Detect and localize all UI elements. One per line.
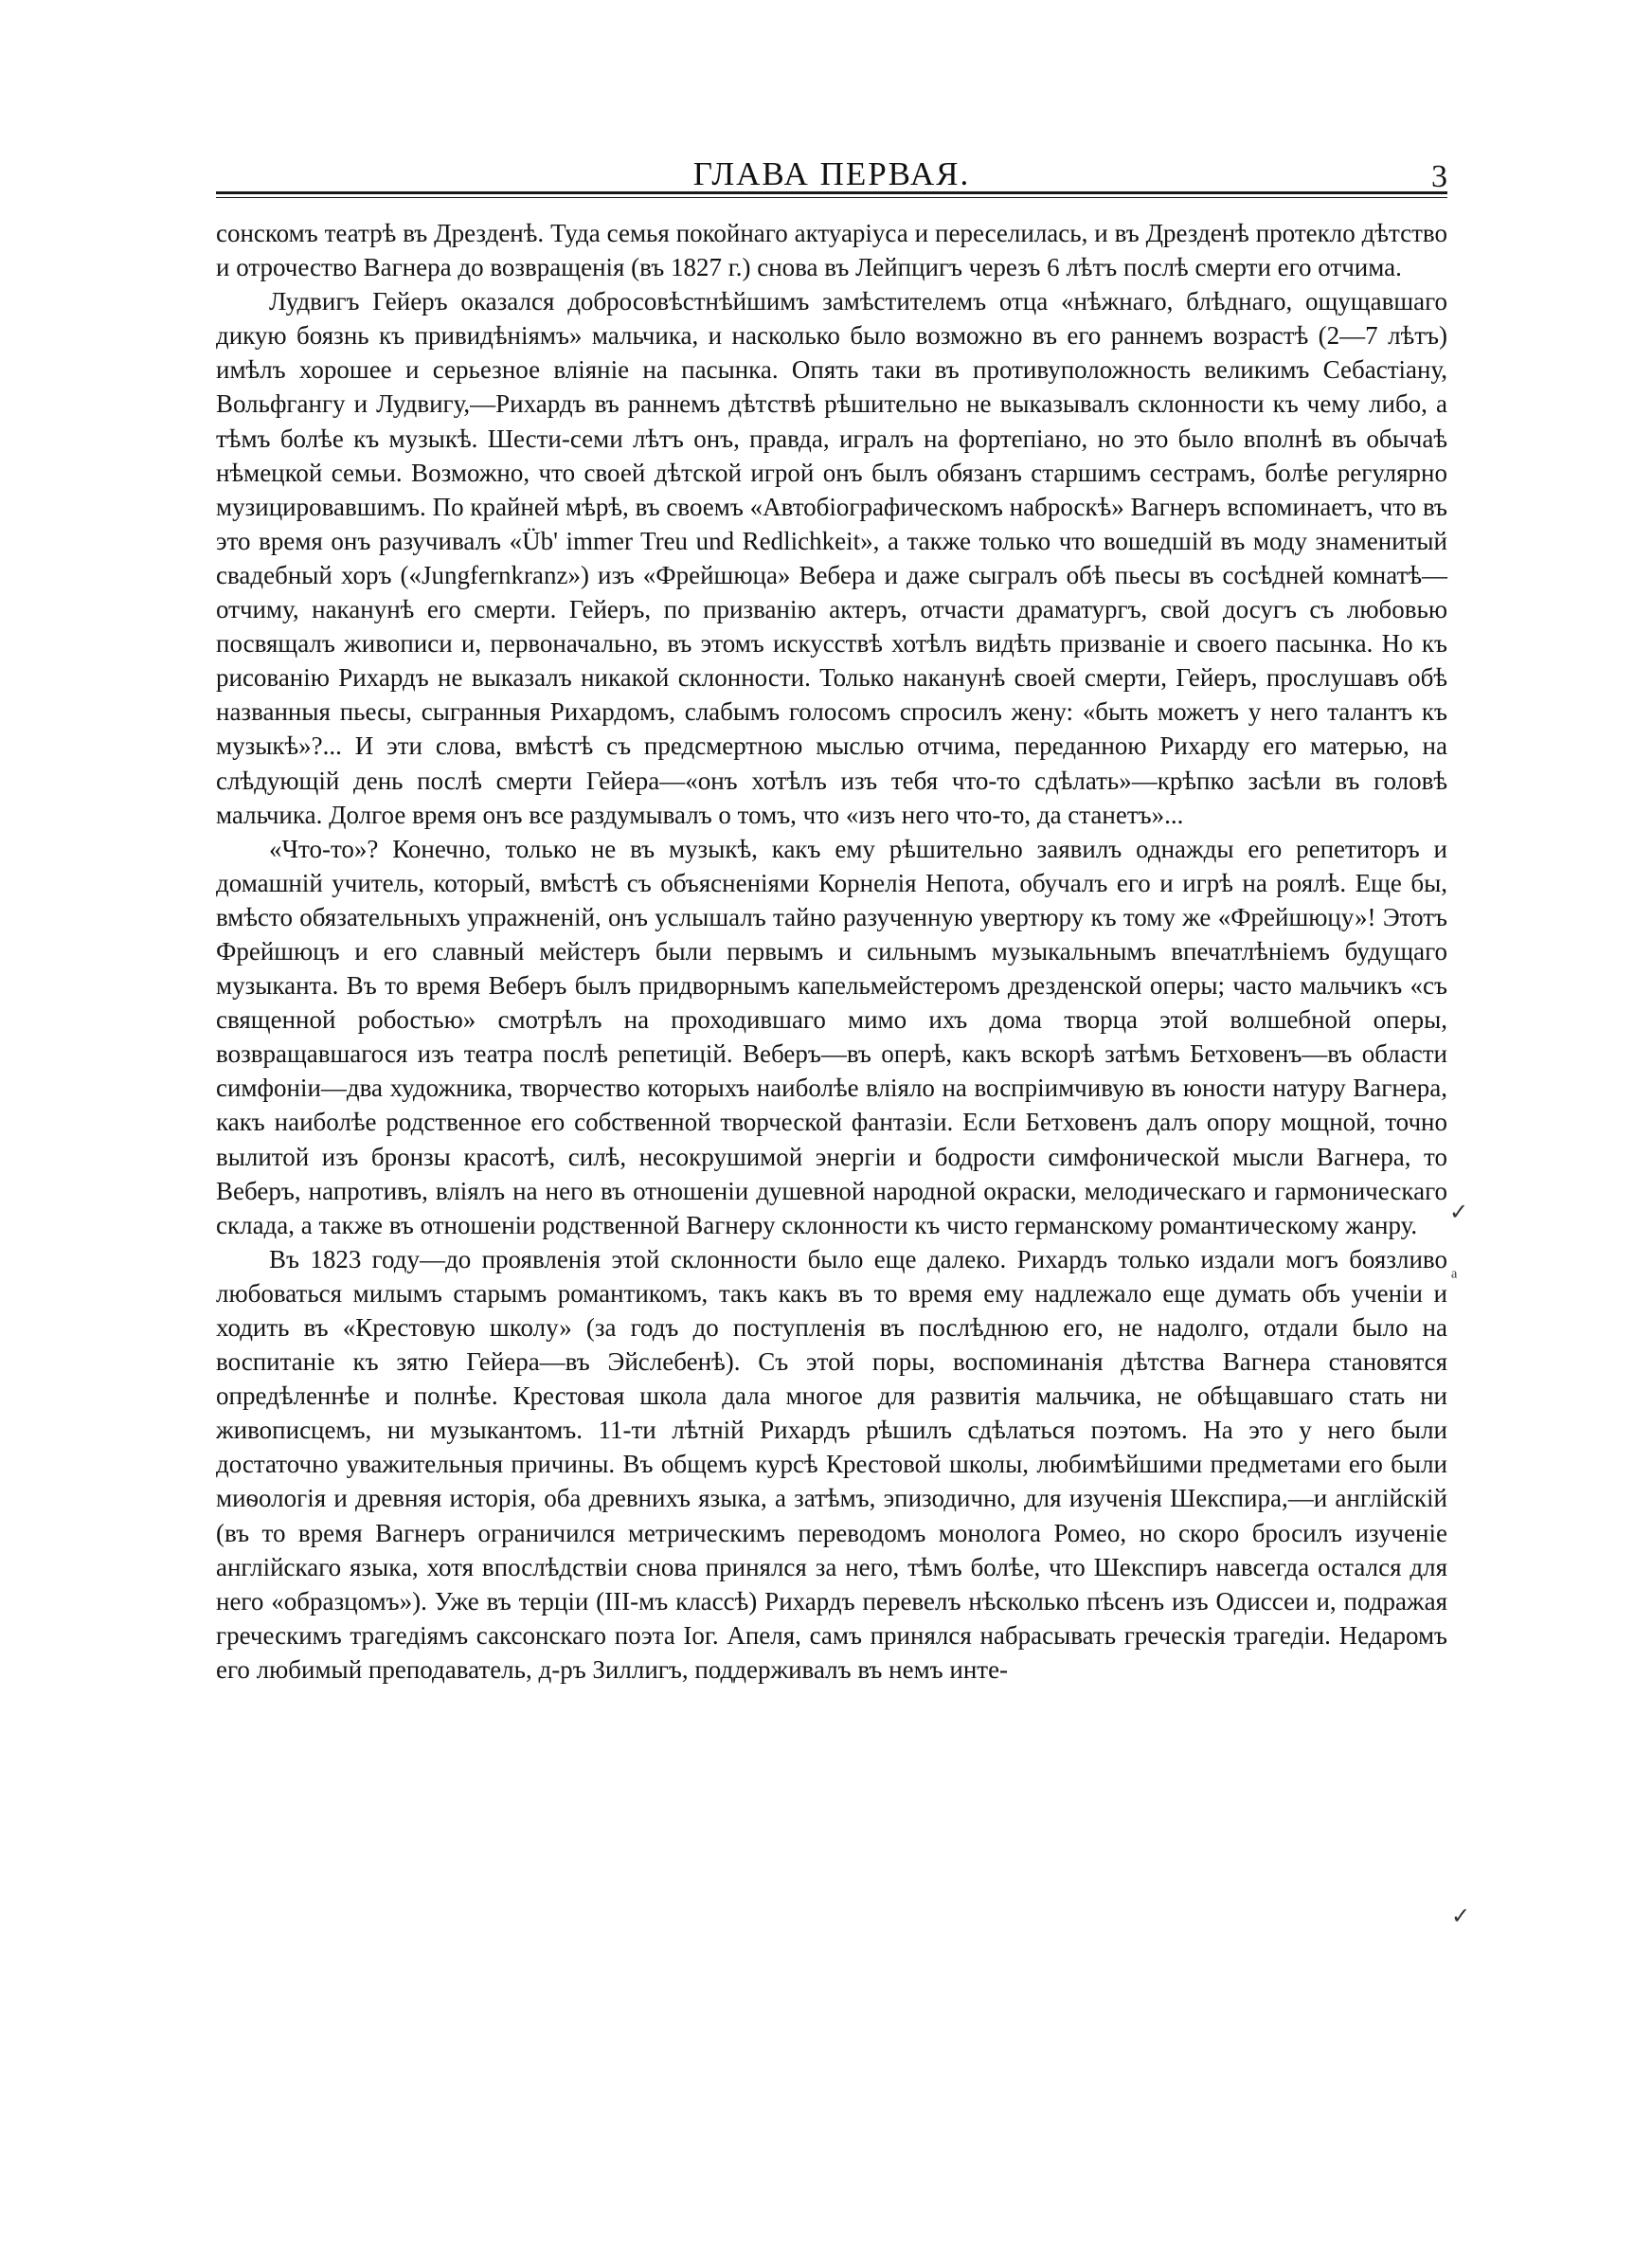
chapter-title: ГЛАВА ПЕРВАЯ.: [692, 155, 971, 192]
paragraph-chto-to: «Что-то»? Конечно, только не въ музыкѣ, какъ ему рѣшительно заявилъ однажды его репетиторъ и домашній учитель, который, вмѣстѣ съ объясненіями Корнелія Непота, обучалъ его и игрѣ на роялѣ. Еще бы, вмѣсто обязательныхъ упражненій, онъ услышалъ тайно разученную увертюру къ тому же «Фрейшюцу»! Этотъ Фрейшюцъ и его славный мейстеръ были первымъ и сильнымъ музыкальнымъ впечатлѣніемъ будущаго музыканта. Въ то время Веберъ былъ придворнымъ капельмейстеромъ дрезденской оперы; часто мальчикъ «съ священной робостью» смотрѣлъ на проходившаго мимо ихъ дома творца этой волшебной оперы, возвращавшагося изъ театра послѣ репетицій. Веберъ—въ оперѣ, какъ вскорѣ затѣмъ Бетховенъ—въ области симфоніи—два художника, творчество которыхъ наиболѣе вліяло на воспріимчивую въ юности натуру Вагнера, какъ наиболѣе родственное его собственной творческой фантазіи. Если Бетховенъ далъ опору мощной, точно вылитой изъ бронзы красотѣ, силѣ, несокрушимой энергіи и бодрости симфонической мысли Вагнера, то Веберъ, напротивъ, вліялъ на него въ отношеніи душевной народной окраски, мелодическаго и гармоническаго склада, а также въ отношеніи родственной Вагнеру склонности къ чисто германскому романтическому жанру.: [216, 834, 1447, 1239]
header-rule-thick: [216, 191, 1447, 194]
paragraph-geyer: Лудвигъ Гейеръ оказался добросовѣстнѣйшимъ замѣстителемъ отца «нѣжнаго, блѣднаго, ощущавшаго дикую боязнь къ привидѣніямъ» мальчика, и насколько было возможно въ его раннемъ возрастѣ (2—7 лѣтъ) имѣлъ хорошее и серьезное вліяніе на пасынка. Опять таки въ противуположность великимъ Себастіану, Вольфгангу и Лудвигу,—Рихардъ въ раннемъ дѣтствѣ рѣшительно не выказывалъ склонности къ чему либо, а тѣмъ болѣе къ музыкѣ. Шести-семи лѣтъ онъ, правда, игралъ на фортепіано, но это было вполнѣ въ обычаѣ нѣмецкой семьи. Возможно, что своей дѣтской игрой онъ былъ обязанъ старшимъ сестрамъ, болѣе регулярно музицировавшимъ. По крайней мѣрѣ, въ своемъ «Автобіографическомъ наброскѣ» Вагнеръ вспоминаетъ, что въ это время онъ разучивалъ «Üb' immer Treu und Redlichkeit», а также только что вошедшій въ моду знаменитый свадебный хоръ («Jungfernkranz») изъ «Фрейшюца» Вебера и даже сыгралъ обѣ пьесы въ сосѣдней комнатѣ—отчиму, наканунѣ его смерти. Гейеръ, по призванію актеръ, отчасти драматургъ, свой досугъ съ любовью посвящалъ живописи и, первоначально, въ этомъ искусствѣ хотѣлъ видѣть призваніе и своего пасынка. Но къ рисованію Рихардъ не выказалъ никакой склонности. Только наканунѣ своей смерти, Гейеръ, прослушавъ обѣ названныя пьесы, сыгранныя Рихардомъ, слабымъ голосомъ спросилъ жену: «быть можетъ у него талантъ къ музыкѣ»?... И эти слова, вмѣстѣ съ предсмертною мыслью отчима, переданною Рихарду его матерью, на слѣдующій день послѣ смерти Гейера—«онъ хотѣлъ изъ тебя что-то сдѣлать»—крѣпко засѣли въ головѣ мальчика. Долгое время онъ все раздумывалъ о томъ, что «изъ него что-то, да станетъ»...: [216, 287, 1447, 829]
paragraph-continuation: сонскомъ театрѣ въ Дрезденѣ. Туда семья покойнаго актуаріуса и переселилась, и въ Дрезденѣ протекло дѣтство и отрочество Вагнера до возвращенія (въ 1827 г.) снова въ Лейпцигъ черезъ 6 лѣтъ послѣ смерти его отчима.: [216, 219, 1447, 282]
margin-check-mark: ✓: [1449, 1201, 1469, 1225]
page-header: [216, 142, 1447, 199]
margin-note-mark: ᵃ: [1451, 1265, 1458, 1290]
header-rule-thin: [216, 197, 1447, 198]
page-number: 3: [1431, 159, 1447, 194]
paragraph-1823: Въ 1823 году—до проявленія этой склонности было еще далеко. Рихардъ только издали могъ боязливо любоваться милымъ старымъ романтикомъ, такъ какъ въ то время ему надлежало еще думать объ ученіи и ходить въ «Крестовую школу» (за годъ до поступленія въ послѣднюю его, не надолго, отдали было на воспитаніе къ зятю Гейера—въ Эйслебенѣ). Съ этой поры, воспоминанія дѣтства Вагнера становятся опредѣленнѣе и полнѣе. Крестовая школа дала многое для развитія мальчика, не обѣщавшаго стать ни живописцемъ, ни музыкантомъ. 11-ти лѣтній Рихардъ рѣшилъ сдѣлаться поэтомъ. На это у него были достаточно уважительныя причины. Въ общемъ курсѣ Крестовой школы, любимѣйшими предметами его были миѳологія и древняя исторія, оба древнихъ языка, а затѣмъ, эпизодично, для изученія Шекспира,—и англійскій (въ то время Вагнеръ ограничился метрическимъ переводомъ монолога Ромео, но скоро бросилъ изученіе англійскаго языка, хотя впослѣдствіи снова принялся за него, тѣмъ болѣе, что Шекспиръ навсегда остался для него «образцомъ»). Уже въ терціи (III-мъ классѣ) Рихардъ перевелъ нѣсколько пѣсенъ изъ Одиссеи и, подражая греческимъ трагедіямъ саксонскаго поэта Іог. Апеля, самъ принялся набрасывать греческія трагедіи. Недаромъ его любимый преподаватель, д-ръ Зиллигъ, поддерживалъ въ немъ инте-: [216, 1244, 1447, 1684]
body-text: [216, 216, 1447, 1687]
margin-check-mark-lower: ✓: [1451, 1905, 1471, 1929]
